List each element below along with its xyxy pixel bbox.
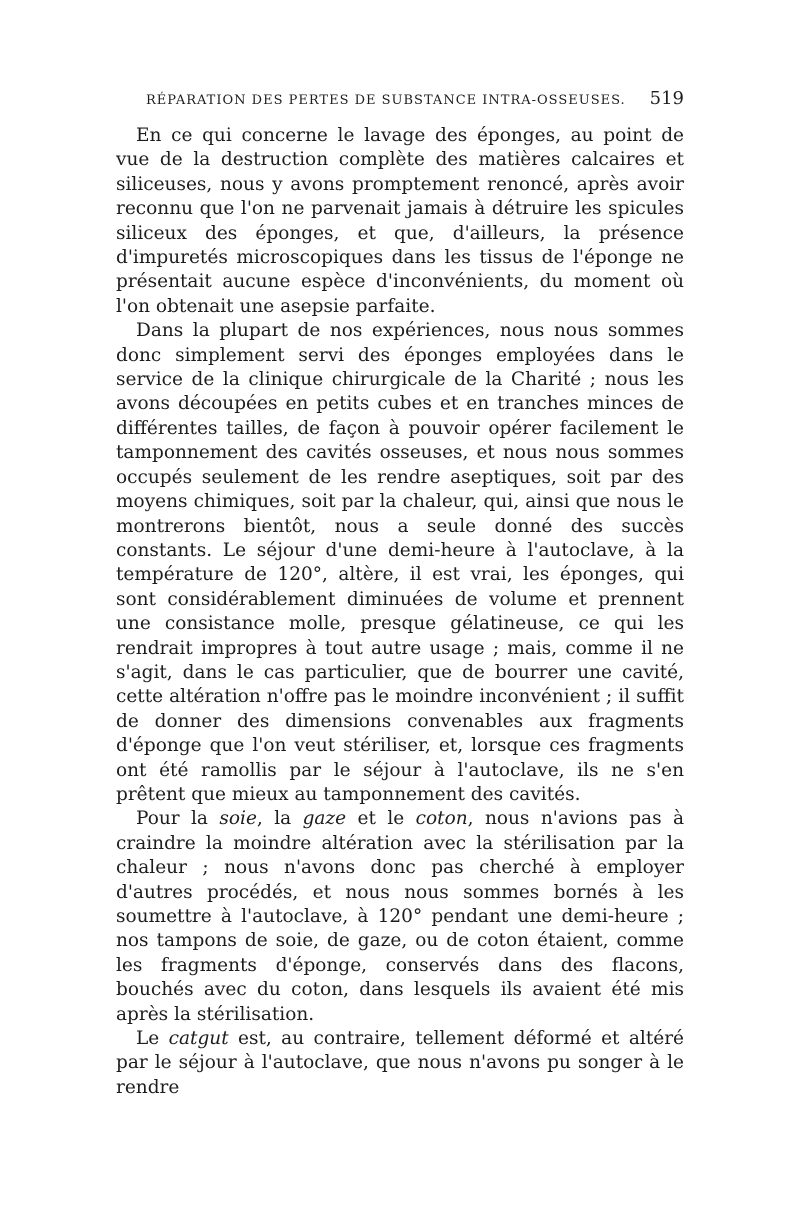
term-catgut: catgut xyxy=(168,1028,229,1050)
book-page xyxy=(116,88,684,1100)
page-number: 519 xyxy=(649,88,684,109)
running-title: RÉPARATION DES PERTES DE SUBSTANCE INTRA-OSSEUSES. xyxy=(146,93,626,108)
term-soie: soie xyxy=(219,808,257,830)
paragraph-text: Pour la xyxy=(136,808,220,830)
paragraph-sponge-sterilization xyxy=(116,319,684,807)
term-coton: coton xyxy=(415,808,468,830)
paragraph-sponge-washing xyxy=(116,124,684,319)
paragraph-text: Dans la plupart de nos expériences, nous nous sommes donc simplement servi des éponges employées dans le service de la clinique chirurgicale de la Charité ; nous les avons découpées en petits cubes et en tranches minces de différentes tailles, de façon à pouvoir opérer facilement le tamponnement des cavités osseuses, et nous nous sommes occupés seulement de les rendre aseptiques, soit par des moyens chimiques, soit par la chaleur, qui, ainsi que nous le montrerons bientôt, nous a seule donné des succès constants. Le séjour d'une demi-heure à l'autoclave, à la température de 120°, altère, il est vrai, les éponges, qui sont considérablement diminuées de volume et prennent une consistance molle, presque gélatineuse, ce qui les rendrait impropres à tout autre usage ; mais, comme il ne s'agit, dans le cas particulier, que de bourrer une cavité, cette altération n'offre pas le moindre inconvénient ; il suffit de donner des dimensions convenables aux fragments d'éponge que l'on veut stériliser, et, lorsque ces fragments ont été ramollis par le séjour à l'autoclave, ils ne s'en prêtent que mieux au tamponnement des cavités. xyxy=(116,320,684,805)
term-gaze: gaze xyxy=(302,808,347,830)
paragraph-silk-gauze-cotton xyxy=(116,807,684,1027)
paragraph-text: et le xyxy=(346,808,416,830)
body-text xyxy=(116,124,684,1100)
paragraph-catgut xyxy=(116,1027,684,1100)
paragraph-text: , nous n'avions pas à craindre la moindre altération avec la stérilisation par la chaleur ; nous n'avons donc pas cherché à employer d'autres procédés, et nous nous sommes bornés à les soumettre à l'autoclave, à 120° pendant une demi-heure ; nos tampons de soie, de gaze, ou de coton étaient, comme les fragments d'éponge, conservés dans des flacons, bouchés avec du coton, dans lesquels ils avaient été mis après la stérilisation. xyxy=(116,808,685,1025)
paragraph-text: Le xyxy=(136,1028,169,1050)
paragraph-text: est, au contraire, tellement déformé et altéré par le séjour à l'autoclave, que nous n'avons pu songer à le rendre xyxy=(116,1028,684,1098)
page-header xyxy=(116,88,684,124)
paragraph-text: , la xyxy=(256,808,303,830)
paragraph-text: En ce qui concerne le lavage des éponges, au point de vue de la destruction complète des matières calcaires et siliceuses, nous y avons promptement renoncé, après avoir reconnu que l'on ne parvenait jamais à détruire les spicules siliceux des éponges, et que, d'ailleurs, la présence d'impuretés microscopiques dans les tissus de l'éponge ne présentait aucune espèce d'inconvénients, du moment où l'on obtenait une asepsie parfaite. xyxy=(116,125,684,317)
